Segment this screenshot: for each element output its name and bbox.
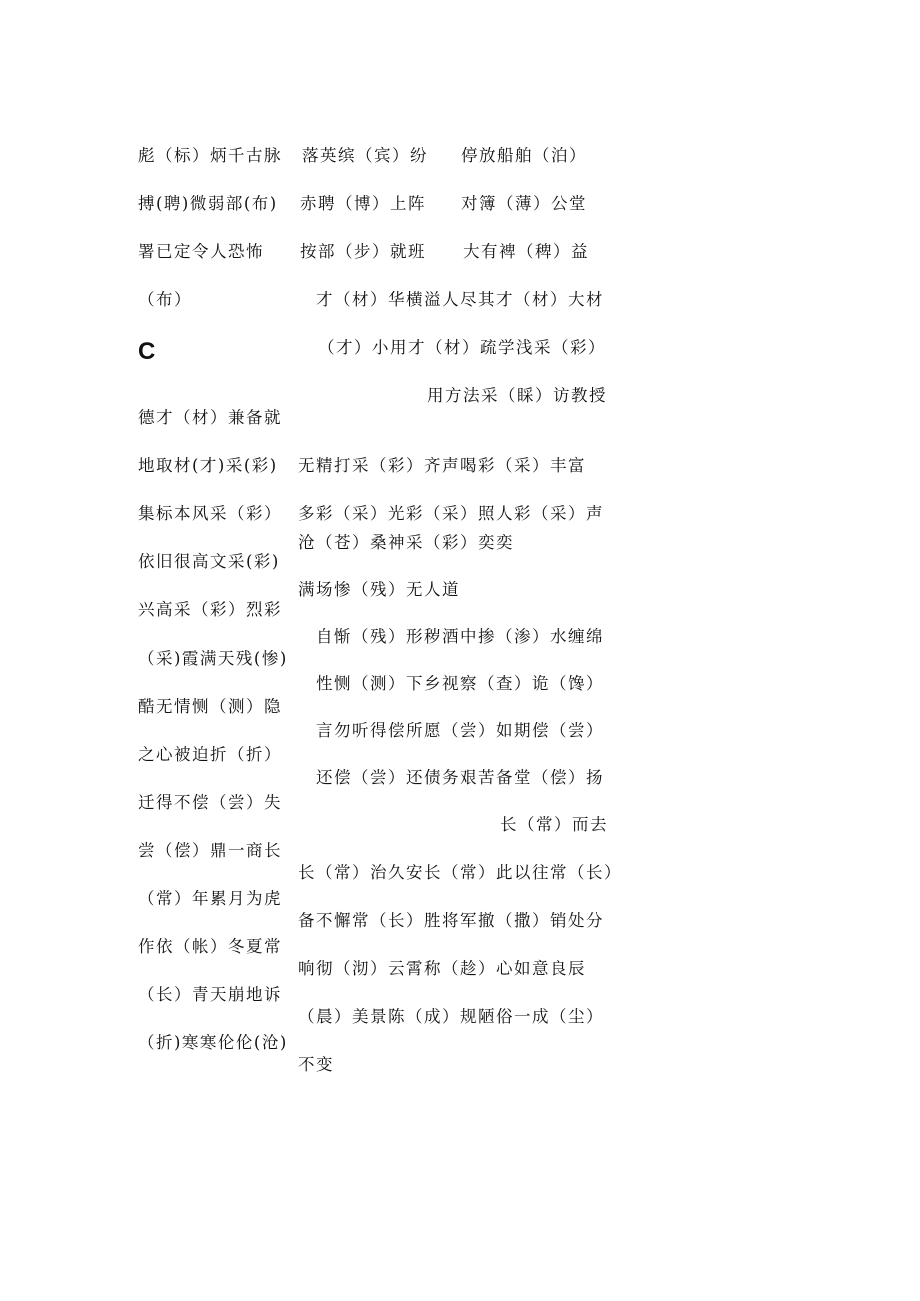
right-line-18: 响彻（沏）云霄称（趁）心如意良辰	[298, 959, 586, 978]
left-line-14: 尝（偿）鼎一商长	[138, 841, 282, 860]
right-line-12: 性恻（测）下乡视察（查）诡（馋）	[316, 674, 604, 693]
left-line-13: 迁得不偿（尝）失	[138, 793, 282, 812]
right-line-14: 还偿（尝）还债务艰苦备堂（偿）扬	[316, 768, 604, 787]
left-line-17: （长）青天崩地诉	[138, 985, 282, 1004]
right-line-3: 按部（步）就班	[300, 242, 426, 261]
right-line-5: （才）小用才（材）疏学浅采（彩）	[318, 338, 606, 357]
right-line-11: 自惭（残）形秽酒中掺（渗）水缠绵	[316, 627, 604, 646]
far-right-line-1: 停放船舶（泊）	[461, 146, 587, 165]
right-line-9: 沧（苍）桑神采（彩）奕奕	[298, 533, 514, 552]
right-line-17: 备不懈常（长）胜将军撤（撒）销处分	[298, 911, 604, 930]
left-line-11: 酷无情恻（测）隐	[138, 697, 282, 716]
left-line-9: 兴高采（彩）烈彩	[138, 600, 282, 619]
left-line-10: （采)霞满天残(惨)	[138, 649, 288, 668]
right-line-13: 言勿听得偿所愿（尝）如期偿（尝）	[316, 721, 604, 740]
far-right-line-3: 大有裨（稗）益	[463, 242, 589, 261]
right-line-8: 多彩（采）光彩（采）照人彩（采）声	[298, 504, 604, 523]
left-line-12: 之心被迫折（折）	[138, 745, 282, 764]
left-line-15: （常）年累月为虎	[138, 889, 282, 908]
section-heading: C	[138, 338, 156, 365]
far-right-line-2: 对簿（薄）公堂	[461, 194, 587, 213]
left-line-7: 集标本风采（彩）	[138, 504, 282, 523]
left-line-8: 依旧很高文采(彩)	[138, 552, 280, 571]
right-line-2: 赤聘（博）上阵	[300, 194, 426, 213]
left-line-16: 作依（帐）冬夏常	[138, 937, 282, 956]
right-line-16: 长（常）治久安长（常）此以往常（长）	[298, 863, 622, 882]
left-line-18: （折)寒寒伦伦(沧)	[138, 1033, 288, 1052]
left-line-1: 彪（标）炳千古脉	[138, 146, 282, 165]
left-line-3: 署已定令人恐怖	[138, 242, 264, 261]
right-line-15: 长（常）而去	[500, 815, 608, 834]
right-line-7: 无精打采（彩）齐声喝彩（采）丰富	[298, 456, 586, 475]
right-line-10: 满场惨（残）无人道	[298, 580, 460, 599]
left-line-2: 搏(聘)微弱部(布)	[138, 194, 278, 213]
right-line-4: 才（材）华横溢人尽其才（材）大材	[316, 290, 604, 309]
right-line-1: 落英缤（宾）纷	[302, 146, 428, 165]
left-line-4: （布）	[138, 290, 192, 309]
right-line-19: （晨）美景陈（成）规陋俗一成（尘）	[298, 1007, 604, 1026]
right-line-20: 不变	[298, 1055, 334, 1074]
right-line-6: 用方法采（睬）访教授	[427, 386, 607, 405]
left-line-6: 地取材(才)采(彩)	[138, 456, 278, 475]
left-line-5: 德才（材）兼备就	[138, 408, 282, 427]
